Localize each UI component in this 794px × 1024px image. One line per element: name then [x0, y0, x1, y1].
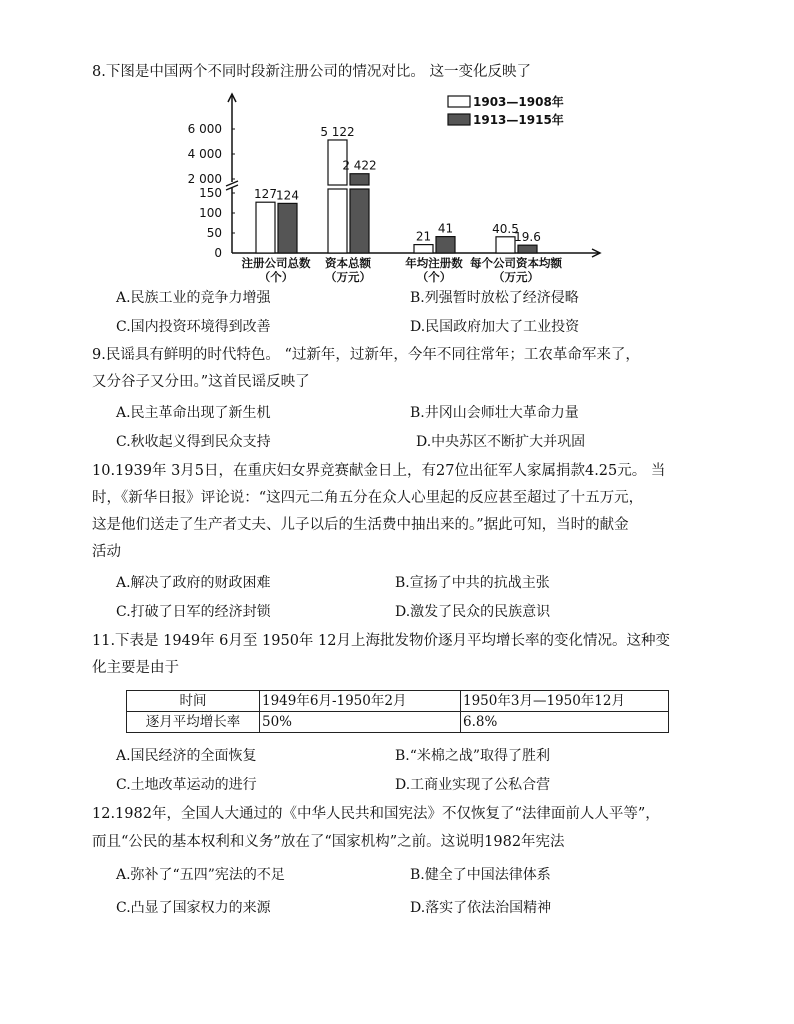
q10-option-d[interactable]: D.激发了民众的民族意识	[395, 604, 551, 620]
x-category-label: （个）	[258, 270, 294, 284]
bar	[328, 189, 347, 253]
q8-option-c[interactable]: C.国内投资环境得到改善	[116, 319, 271, 335]
bar-value-label: 19.6	[514, 230, 541, 245]
q11-option-d[interactable]: D.工商业实现了公私合营	[395, 777, 551, 793]
q8-option-d[interactable]: D.民国政府加大了工业投资	[410, 319, 580, 335]
q8-option-b[interactable]: B.列强暂时放松了经济侵略	[410, 290, 579, 306]
y-tick-label: 4 000	[187, 147, 222, 161]
legend-label: 1913—1915年	[473, 113, 564, 127]
q10-option-a[interactable]: A.解决了政府的财政困难	[116, 575, 271, 591]
q8-option-a[interactable]: A.民族工业的竞争力增强	[116, 290, 271, 306]
q12-option-b[interactable]: B.健全了中国法律体系	[410, 867, 551, 883]
y-tick-label: 150	[199, 186, 222, 200]
q11-option-a[interactable]: A.国民经济的全面恢复	[116, 748, 257, 764]
table-row	[127, 712, 669, 733]
x-category-label: 资本总额	[325, 256, 371, 270]
q9-option-a[interactable]: A.民主革命出现了新生机	[116, 405, 271, 421]
x-category-label: 注册公司总数	[241, 256, 311, 270]
legend-swatch	[448, 96, 470, 107]
q9-stem-line-1: 9.民谣具有鲜明的时代特色。 “过新年，过新年，今年不同往常年；工农革命军来了，	[92, 347, 640, 363]
x-category-label: （万元）	[325, 270, 371, 284]
x-category-label: （万元）	[493, 270, 539, 284]
bar-value-label: 127	[254, 187, 277, 202]
q10-option-b[interactable]: B.宣扬了中共的抗战主张	[395, 575, 550, 591]
y-tick-label: 100	[199, 206, 222, 220]
table-cell: 1950年3月—1950年12月	[461, 691, 669, 712]
table-cell: 时间	[127, 691, 260, 712]
table-cell: 50%	[260, 712, 461, 733]
q12-option-d[interactable]: D.落实了依法治国精神	[410, 900, 552, 916]
bar-value-label: 2 422	[342, 158, 377, 173]
bar	[518, 245, 537, 253]
q11-option-b[interactable]: B.“米棉之战”取得了胜利	[395, 748, 551, 764]
q12-stem-line-2: 而且“公民的基本权利和义务”放在了“国家机构”之前。这说明1982年宪法	[92, 834, 565, 850]
x-category-label: （个）	[416, 270, 452, 284]
q11-option-c[interactable]: C.土地改革运动的进行	[116, 777, 257, 793]
q10-stem-line-1: 10.1939年 3月5日，在重庆妇女界竞赛献金日上，有27位出征军人家属捐款4.25元。 当	[92, 463, 666, 479]
q9-option-d[interactable]: D.中央苏区不断扩大并巩固	[416, 434, 586, 450]
q12-option-a[interactable]: A.弥补了“五四”宪法的不足	[116, 867, 285, 883]
q10-option-c[interactable]: C.打破了日军的经济封锁	[116, 604, 271, 620]
q9-stem-line-2: 又分谷子又分田。”这首民谣反映了	[92, 374, 310, 390]
y-tick-label: 0	[214, 246, 222, 260]
bar	[350, 189, 369, 253]
table-cell: 1949年6月-1950年2月	[260, 691, 461, 712]
y-tick-label: 6 000	[187, 122, 222, 136]
q12-stem-line-1: 12.1982年，全国人大通过的《中华人民共和国宪法》不仅恢复了“法律面前人人平等”，	[92, 806, 660, 822]
table-cell: 6.8%	[461, 712, 669, 733]
bar-value-label: 21	[415, 229, 432, 244]
q10-stem-line-4: 活动	[92, 544, 121, 560]
bar	[350, 174, 369, 185]
bar	[278, 203, 297, 253]
chart-category-labels	[242, 256, 563, 284]
q11-stem-line-1: 11.下表是 1949年 6月至 1950年 12月上海批发物价逐月平均增长率的变化情况。这种变	[92, 633, 670, 649]
q12-option-c[interactable]: C.凸显了国家权力的来源	[116, 900, 271, 916]
bar-value-label: 5 122	[320, 124, 355, 139]
q11-stem-line-2: 化主要是由于	[92, 660, 179, 676]
q9-option-c[interactable]: C.秋收起义得到民众支持	[116, 434, 271, 450]
q9-option-b[interactable]: B.井冈山会师壮大革命力量	[410, 405, 579, 421]
bar	[414, 245, 433, 253]
x-category-label: 年均注册数	[405, 256, 463, 270]
q8-stem: 8.下图是中国两个不同时段新注册公司的情况对比。 这一变化反映了	[92, 64, 531, 80]
bar	[436, 237, 455, 253]
legend-label: 1903—1908年	[473, 95, 564, 109]
x-category-label: 每个公司资本均额	[470, 256, 562, 270]
company-registration-bar-chart	[180, 88, 620, 288]
y-tick-label: 2 000	[187, 172, 222, 186]
bar	[256, 202, 275, 253]
bar-value-label: 40.5	[492, 221, 519, 236]
bar-value-label: 124	[276, 188, 299, 203]
y-tick-label: 50	[206, 226, 222, 240]
table-cell: 逐月平均增长率	[127, 712, 260, 733]
chart-legend	[448, 94, 564, 127]
legend-swatch	[448, 114, 470, 125]
chart-y-ticks	[188, 122, 235, 260]
q10-stem-line-3: 这是他们送走了生产者丈夫、儿子以后的生活费中抽出来的。”据此可知，当时的献金	[92, 517, 629, 533]
table-row	[127, 691, 669, 712]
bar	[496, 237, 515, 253]
q10-stem-line-2: 时，《新华日报》评论说：“这四元二角五分在众人心里起的反应甚至超过了十五万元，	[92, 490, 644, 506]
price-growth-table	[126, 690, 669, 733]
bar-value-label: 41	[437, 221, 454, 236]
